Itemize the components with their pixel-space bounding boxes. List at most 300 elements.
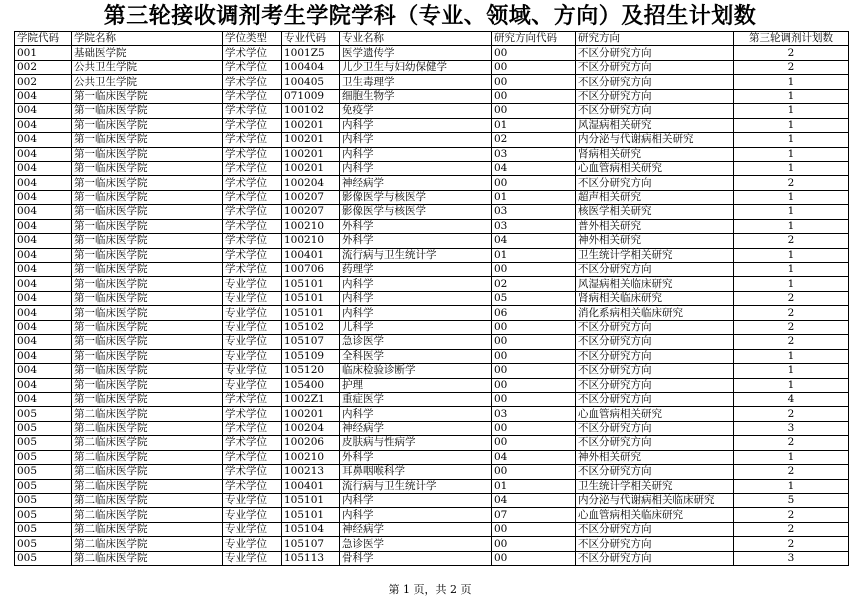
table-cell: 耳鼻咽喉科学 [340,465,492,479]
table-cell: 100204 [282,421,340,435]
table-cell: 卫生统计学相关研究 [576,479,734,493]
table-cell: 第一临床医学院 [72,378,223,392]
table-cell: 急诊医学 [340,335,492,349]
table-cell: 04 [492,450,576,464]
table-cell: 内科学 [340,306,492,320]
table-cell: 105107 [282,537,340,551]
table-cell: 内科学 [340,291,492,305]
table-cell: 1001Z5 [282,46,340,60]
table-cell: 专业学位 [223,494,282,508]
table-row [15,263,849,277]
table-cell: 神外相关研究 [576,450,734,464]
table-row [15,378,849,392]
table-cell: 第二临床医学院 [72,421,223,435]
table-row [15,392,849,406]
table-cell: 02 [492,133,576,147]
table-cell: 第二临床医学院 [72,450,223,464]
table-cell: 1 [734,75,849,89]
table-cell: 卫生统计学相关研究 [576,248,734,262]
table-cell: 06 [492,306,576,320]
table-cell: 004 [15,349,72,363]
table-cell: 004 [15,320,72,334]
table-cell: 第一临床医学院 [72,306,223,320]
table-cell: 第二临床医学院 [72,436,223,450]
table-cell: 1 [734,118,849,132]
table-row [15,465,849,479]
table-cell: 学术学位 [223,147,282,161]
table-cell: 外科学 [340,219,492,233]
table-row [15,508,849,522]
table-cell: 第一临床医学院 [72,277,223,291]
table-cell: 学术学位 [223,176,282,190]
table-cell: 02 [492,277,576,291]
table-cell: 临床检验诊断学 [340,364,492,378]
table-cell: 03 [492,205,576,219]
table-cell: 005 [15,551,72,565]
table-cell: 00 [492,465,576,479]
table-cell: 不区分研究方向 [576,378,734,392]
table-cell: 105400 [282,378,340,392]
table-cell: 00 [492,104,576,118]
table-cell: 肾病相关临床研究 [576,291,734,305]
table-cell: 第一临床医学院 [72,161,223,175]
table-cell: 004 [15,248,72,262]
table-cell: 急诊医学 [340,537,492,551]
admissions-table [14,31,849,566]
table-cell: 105104 [282,522,340,536]
table-cell: 00 [492,436,576,450]
table-cell: 100210 [282,450,340,464]
table-row [15,190,849,204]
table-cell: 00 [492,392,576,406]
table-cell: 071009 [282,89,340,103]
table-cell: 全科医学 [340,349,492,363]
table-cell: 3 [734,551,849,565]
table-cell: 不区分研究方向 [576,364,734,378]
table-cell: 第一临床医学院 [72,349,223,363]
table-cell: 影像医学与核医学 [340,205,492,219]
table-cell: 免疫学 [340,104,492,118]
table-cell: 专业学位 [223,291,282,305]
table-cell: 2 [734,320,849,334]
table-cell: 专业学位 [223,537,282,551]
table-cell: 第一临床医学院 [72,263,223,277]
table-cell: 100706 [282,263,340,277]
table-cell: 004 [15,190,72,204]
table-cell: 学术学位 [223,75,282,89]
table-cell: 第一临床医学院 [72,219,223,233]
header-cell: 专业代码 [282,32,340,46]
table-cell: 学术学位 [223,118,282,132]
table-cell: 第二临床医学院 [72,537,223,551]
table-cell: 005 [15,407,72,421]
table-row [15,494,849,508]
table-cell: 100210 [282,219,340,233]
table-cell: 105120 [282,364,340,378]
table-cell: 肾病相关研究 [576,147,734,161]
table-cell: 专业学位 [223,522,282,536]
table-cell: 100207 [282,205,340,219]
table-cell: 内分泌与代谢病相关临床研究 [576,494,734,508]
table-cell: 内分泌与代谢病相关研究 [576,133,734,147]
table-cell: 第一临床医学院 [72,118,223,132]
table-cell: 105101 [282,494,340,508]
table-cell: 专业学位 [223,306,282,320]
table-cell: 1 [734,364,849,378]
table-cell: 100404 [282,60,340,74]
table-row [15,161,849,175]
table-cell: 学术学位 [223,205,282,219]
page-title: 第三轮接收调剂考生学院学科（专业、领域、方向）及招生计划数 [103,3,757,29]
table-cell: 2 [734,537,849,551]
table-cell: 001 [15,46,72,60]
table-cell: 005 [15,479,72,493]
table-cell: 内科学 [340,277,492,291]
table-cell: 第一临床医学院 [72,320,223,334]
table-cell: 105107 [282,335,340,349]
table-cell: 心血管病相关研究 [576,407,734,421]
table-cell: 004 [15,291,72,305]
table-cell: 03 [492,147,576,161]
table-cell: 004 [15,234,72,248]
table-cell: 公共卫生学院 [72,75,223,89]
table-cell: 不区分研究方向 [576,75,734,89]
table-cell: 内科学 [340,494,492,508]
table-cell: 105101 [282,277,340,291]
table-cell: 005 [15,436,72,450]
table-row [15,75,849,89]
table-cell: 00 [492,349,576,363]
table-cell: 04 [492,161,576,175]
table-row [15,320,849,334]
table-cell: 00 [492,522,576,536]
table-cell: 不区分研究方向 [576,551,734,565]
table-cell: 神经病学 [340,421,492,435]
table-cell: 105113 [282,551,340,565]
table-cell: 100210 [282,234,340,248]
table-cell: 第二临床医学院 [72,479,223,493]
table-cell: 1 [734,450,849,464]
table-cell: 00 [492,60,576,74]
page-footer: 第 1 页，共 2 页 [388,583,472,596]
table-cell: 004 [15,89,72,103]
table-cell: 105109 [282,349,340,363]
table-cell: 004 [15,378,72,392]
table-cell: 专业学位 [223,320,282,334]
table-cell: 100405 [282,75,340,89]
table-cell: 004 [15,205,72,219]
header-cell: 第三轮调剂计划数 [734,32,849,46]
table-cell: 不区分研究方向 [576,436,734,450]
table-cell: 5 [734,494,849,508]
table-row [15,118,849,132]
table-cell: 超声相关研究 [576,190,734,204]
table-cell: 学术学位 [223,263,282,277]
table-cell: 内科学 [340,133,492,147]
table-cell: 学术学位 [223,219,282,233]
table-cell: 专业学位 [223,277,282,291]
table-row [15,133,849,147]
table-cell: 第二临床医学院 [72,551,223,565]
table-cell: 第一临床医学院 [72,176,223,190]
table-cell: 风湿病相关临床研究 [576,277,734,291]
table-row [15,291,849,305]
table-cell: 学术学位 [223,450,282,464]
table-row [15,46,849,60]
table-row [15,551,849,565]
table-cell: 105101 [282,291,340,305]
table-row [15,60,849,74]
table-cell: 4 [734,392,849,406]
table-cell: 004 [15,306,72,320]
table-cell: 00 [492,176,576,190]
table-cell: 专业学位 [223,508,282,522]
table-cell: 学术学位 [223,421,282,435]
table-cell: 不区分研究方向 [576,104,734,118]
table-cell: 核医学相关研究 [576,205,734,219]
table-cell: 学术学位 [223,46,282,60]
table-cell: 公共卫生学院 [72,60,223,74]
table-cell: 00 [492,364,576,378]
table-cell: 第一临床医学院 [72,89,223,103]
table-cell: 1 [734,219,849,233]
table-cell: 第一临床医学院 [72,248,223,262]
table-cell: 药理学 [340,263,492,277]
table-cell: 第一临床医学院 [72,104,223,118]
table-cell: 00 [492,421,576,435]
table-cell: 105102 [282,320,340,334]
table-cell: 儿少卫生与妇幼保健学 [340,60,492,74]
table-cell: 2 [734,234,849,248]
table-cell: 00 [492,46,576,60]
table-cell: 专业学位 [223,349,282,363]
table-cell: 心血管病相关临床研究 [576,508,734,522]
table-cell: 00 [492,263,576,277]
table-cell: 第一临床医学院 [72,392,223,406]
table-cell: 005 [15,508,72,522]
table-row [15,349,849,363]
table-cell: 不区分研究方向 [576,263,734,277]
table-row [15,89,849,103]
table-row [15,522,849,536]
table-cell: 风湿病相关研究 [576,118,734,132]
table-cell: 不区分研究方向 [576,349,734,363]
table-cell: 005 [15,450,72,464]
table-cell: 00 [492,378,576,392]
table-cell: 00 [492,537,576,551]
table-cell: 100201 [282,133,340,147]
table-cell: 05 [492,291,576,305]
table-cell: 1 [734,104,849,118]
table-cell: 100201 [282,147,340,161]
header-cell: 学位类型 [223,32,282,46]
table-cell: 不区分研究方向 [576,60,734,74]
table-cell: 2 [734,176,849,190]
table-cell: 1 [734,147,849,161]
table-cell: 普外相关研究 [576,219,734,233]
table-cell: 1 [734,277,849,291]
table-cell: 1 [734,349,849,363]
table-cell: 内科学 [340,407,492,421]
table-cell: 2 [734,60,849,74]
table-cell: 学术学位 [223,234,282,248]
table-row [15,364,849,378]
table-cell: 01 [492,190,576,204]
table-cell: 01 [492,479,576,493]
table-cell: 004 [15,104,72,118]
table-cell: 外科学 [340,234,492,248]
table-cell: 00 [492,335,576,349]
table-cell: 骨科学 [340,551,492,565]
table-cell: 医学遗传学 [340,46,492,60]
table-row [15,248,849,262]
header-cell: 研究方向代码 [492,32,576,46]
table-cell: 学术学位 [223,89,282,103]
table-cell: 皮肤病与性病学 [340,436,492,450]
table-cell: 100213 [282,465,340,479]
table-cell: 005 [15,421,72,435]
table-row [15,450,849,464]
table-cell: 第一临床医学院 [72,335,223,349]
table-cell: 2 [734,291,849,305]
table-cell: 105101 [282,508,340,522]
table-cell: 004 [15,161,72,175]
table-cell: 专业学位 [223,551,282,565]
table-row [15,147,849,161]
table-cell: 100201 [282,118,340,132]
table-cell: 04 [492,234,576,248]
table-cell: 1 [734,378,849,392]
table-row [15,479,849,493]
table-row [15,234,849,248]
table-cell: 第一临床医学院 [72,147,223,161]
table-cell: 第一临床医学院 [72,364,223,378]
table-cell: 不区分研究方向 [576,522,734,536]
table-cell: 2 [734,407,849,421]
table-cell: 005 [15,494,72,508]
table-cell: 专业学位 [223,378,282,392]
table-cell: 重症医学 [340,392,492,406]
table-cell: 2 [734,306,849,320]
table-cell: 004 [15,392,72,406]
table-cell: 第一临床医学院 [72,205,223,219]
table-row [15,335,849,349]
table-cell: 学术学位 [223,465,282,479]
table-cell: 1 [734,133,849,147]
table-cell: 基础医学院 [72,46,223,60]
table-row [15,306,849,320]
table-row [15,176,849,190]
table-cell: 03 [492,219,576,233]
table-cell: 学术学位 [223,104,282,118]
table-cell: 神外相关研究 [576,234,734,248]
table-cell: 卫生毒理学 [340,75,492,89]
table-cell: 004 [15,118,72,132]
table-cell: 不区分研究方向 [576,89,734,103]
table-cell: 流行病与卫生统计学 [340,248,492,262]
table-cell: 第一临床医学院 [72,291,223,305]
table-cell: 第一临床医学院 [72,190,223,204]
table-cell: 00 [492,320,576,334]
table-cell: 100204 [282,176,340,190]
table-cell: 专业学位 [223,335,282,349]
table-cell: 100206 [282,436,340,450]
table-cell: 1 [734,263,849,277]
table-cell: 外科学 [340,450,492,464]
table-cell: 2 [734,436,849,450]
table-cell: 神经病学 [340,522,492,536]
table-cell: 2 [734,508,849,522]
table-cell: 不区分研究方向 [576,392,734,406]
table-cell: 第二临床医学院 [72,508,223,522]
table-cell: 不区分研究方向 [576,335,734,349]
table-cell: 2 [734,46,849,60]
table-cell: 03 [492,407,576,421]
table-cell: 004 [15,277,72,291]
table-cell: 100201 [282,161,340,175]
table-cell: 004 [15,219,72,233]
table-cell: 不区分研究方向 [576,421,734,435]
table-cell: 学术学位 [223,60,282,74]
table-cell: 002 [15,75,72,89]
table-cell: 2 [734,522,849,536]
table-cell: 00 [492,551,576,565]
table-cell: 流行病与卫生统计学 [340,479,492,493]
table-cell: 细胞生物学 [340,89,492,103]
table-cell: 不区分研究方向 [576,46,734,60]
table-cell: 1 [734,479,849,493]
table-cell: 100401 [282,479,340,493]
table-cell: 1 [734,161,849,175]
table-header-row [15,32,849,46]
table-cell: 1 [734,89,849,103]
header-cell: 专业名称 [340,32,492,46]
table-cell: 002 [15,60,72,74]
table-cell: 00 [492,89,576,103]
table-cell: 01 [492,118,576,132]
table-cell: 1 [734,248,849,262]
table-cell: 学术学位 [223,248,282,262]
table-cell: 1 [734,190,849,204]
table-cell: 005 [15,537,72,551]
table-cell: 第一临床医学院 [72,133,223,147]
table-cell: 第二临床医学院 [72,407,223,421]
table-cell: 不区分研究方向 [576,465,734,479]
table-cell: 100201 [282,407,340,421]
table-cell: 1 [734,205,849,219]
table-cell: 2 [734,465,849,479]
table-cell: 内科学 [340,118,492,132]
table-cell: 学术学位 [223,133,282,147]
table-cell: 004 [15,176,72,190]
table-cell: 第一临床医学院 [72,234,223,248]
table-cell: 专业学位 [223,364,282,378]
table-row [15,277,849,291]
table-cell: 004 [15,133,72,147]
table-cell: 影像医学与核医学 [340,190,492,204]
table-row [15,104,849,118]
table-row [15,537,849,551]
table-cell: 内科学 [340,508,492,522]
table-cell: 不区分研究方向 [576,320,734,334]
table-cell: 心血管病相关研究 [576,161,734,175]
table-cell: 004 [15,147,72,161]
table-row [15,436,849,450]
table-cell: 04 [492,494,576,508]
table-cell: 第二临床医学院 [72,465,223,479]
table-cell: 00 [492,75,576,89]
table-cell: 不区分研究方向 [576,176,734,190]
